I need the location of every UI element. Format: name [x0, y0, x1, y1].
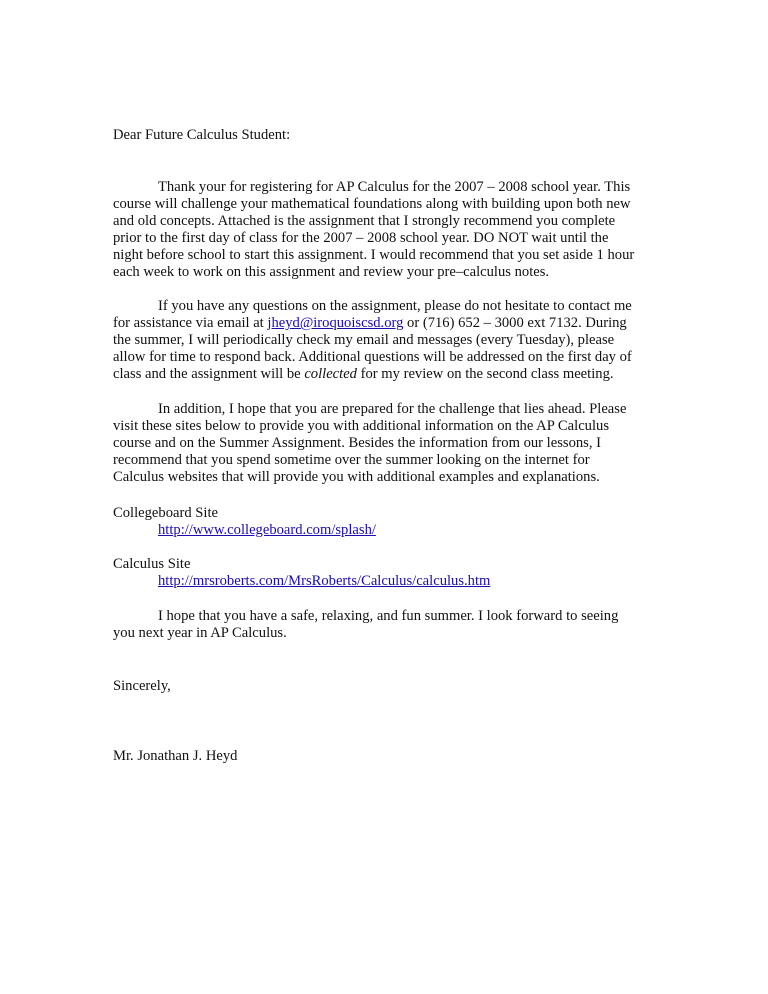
paragraph-3-line-4: recommend that you spend sometime over the summer looking on the internet for — [113, 452, 590, 468]
paragraph-3-line-1: In addition, I hope that you are prepared for the challenge that lies ahead. Please — [158, 401, 627, 417]
site-label-collegeboard: Collegeboard Site — [113, 505, 218, 521]
paragraph-3-line-5: Calculus websites that will provide you with additional examples and explanations. — [113, 469, 600, 485]
paragraph-4-line-2: you next year in AP Calculus. — [113, 625, 287, 641]
paragraph-2-line-4: allow for time to respond back. Additional questions will be addressed on the first day of — [113, 349, 632, 365]
emphasis-collected: collected — [304, 366, 357, 382]
paragraph-3-line-3: course and on the Summer Assignment. Besides the information from our lessons, I — [113, 435, 602, 451]
site-url-collegeboard-line — [158, 522, 376, 539]
paragraph-4-line-1: I hope that you have a safe, relaxing, and fun summer. I look forward to seeing — [158, 608, 619, 624]
closing: Sincerely, — [113, 678, 171, 694]
salutation: Dear Future Calculus Student: — [113, 127, 291, 143]
email-link[interactable]: jheyd@iroquoiscsd.org — [267, 315, 404, 331]
paragraph-3-line-2: visit these sites below to provide you with additional information on the AP Calculus — [113, 418, 609, 434]
site-label-calculus: Calculus Site — [113, 556, 191, 572]
site-url-calculus-line — [158, 573, 490, 590]
signature-name: Mr. Jonathan J. Heyd — [113, 748, 238, 764]
paragraph-2-line-2 — [113, 315, 627, 332]
paragraph-1-line-2: course will challenge your mathematical foundations along with building upon both new — [113, 196, 631, 212]
collegeboard-link[interactable]: http://www.collegeboard.com/splash/ — [158, 522, 376, 538]
paragraph-2-line-2-end: or (716) 652 – 3000 ext 7132. During — [403, 315, 627, 331]
paragraph-1-line-4: prior to the first day of class for the 2007 – 2008 school year. DO NOT wait until the — [113, 230, 609, 246]
paragraph-2-line-1: If you have any questions on the assignment, please do not hesitate to contact me — [158, 298, 632, 314]
paragraph-2-line-2-start: for assistance via email at — [113, 315, 268, 331]
paragraph-2-line-5 — [113, 366, 614, 383]
paragraph-2-line-5-start: class and the assignment will be — [113, 366, 305, 382]
paragraph-1-line-3: and old concepts. Attached is the assignment that I strongly recommend you complete — [113, 213, 616, 229]
paragraph-1-line-6: each week to work on this assignment and review your pre–calculus notes. — [113, 264, 550, 280]
calculus-site-link[interactable]: http://mrsroberts.com/MrsRoberts/Calculus/calculus.htm — [158, 573, 491, 589]
paragraph-2-line-5-end: for my review on the second class meeting. — [356, 366, 614, 382]
paragraph-1-line-1: Thank your for registering for AP Calculus for the 2007 – 2008 school year. This — [158, 179, 631, 195]
paragraph-1-line-5: night before school to start this assignment. I would recommend that you set aside 1 hour — [113, 247, 635, 263]
paragraph-2-line-3: the summer, I will periodically check my email and messages (every Tuesday), please — [113, 332, 615, 348]
